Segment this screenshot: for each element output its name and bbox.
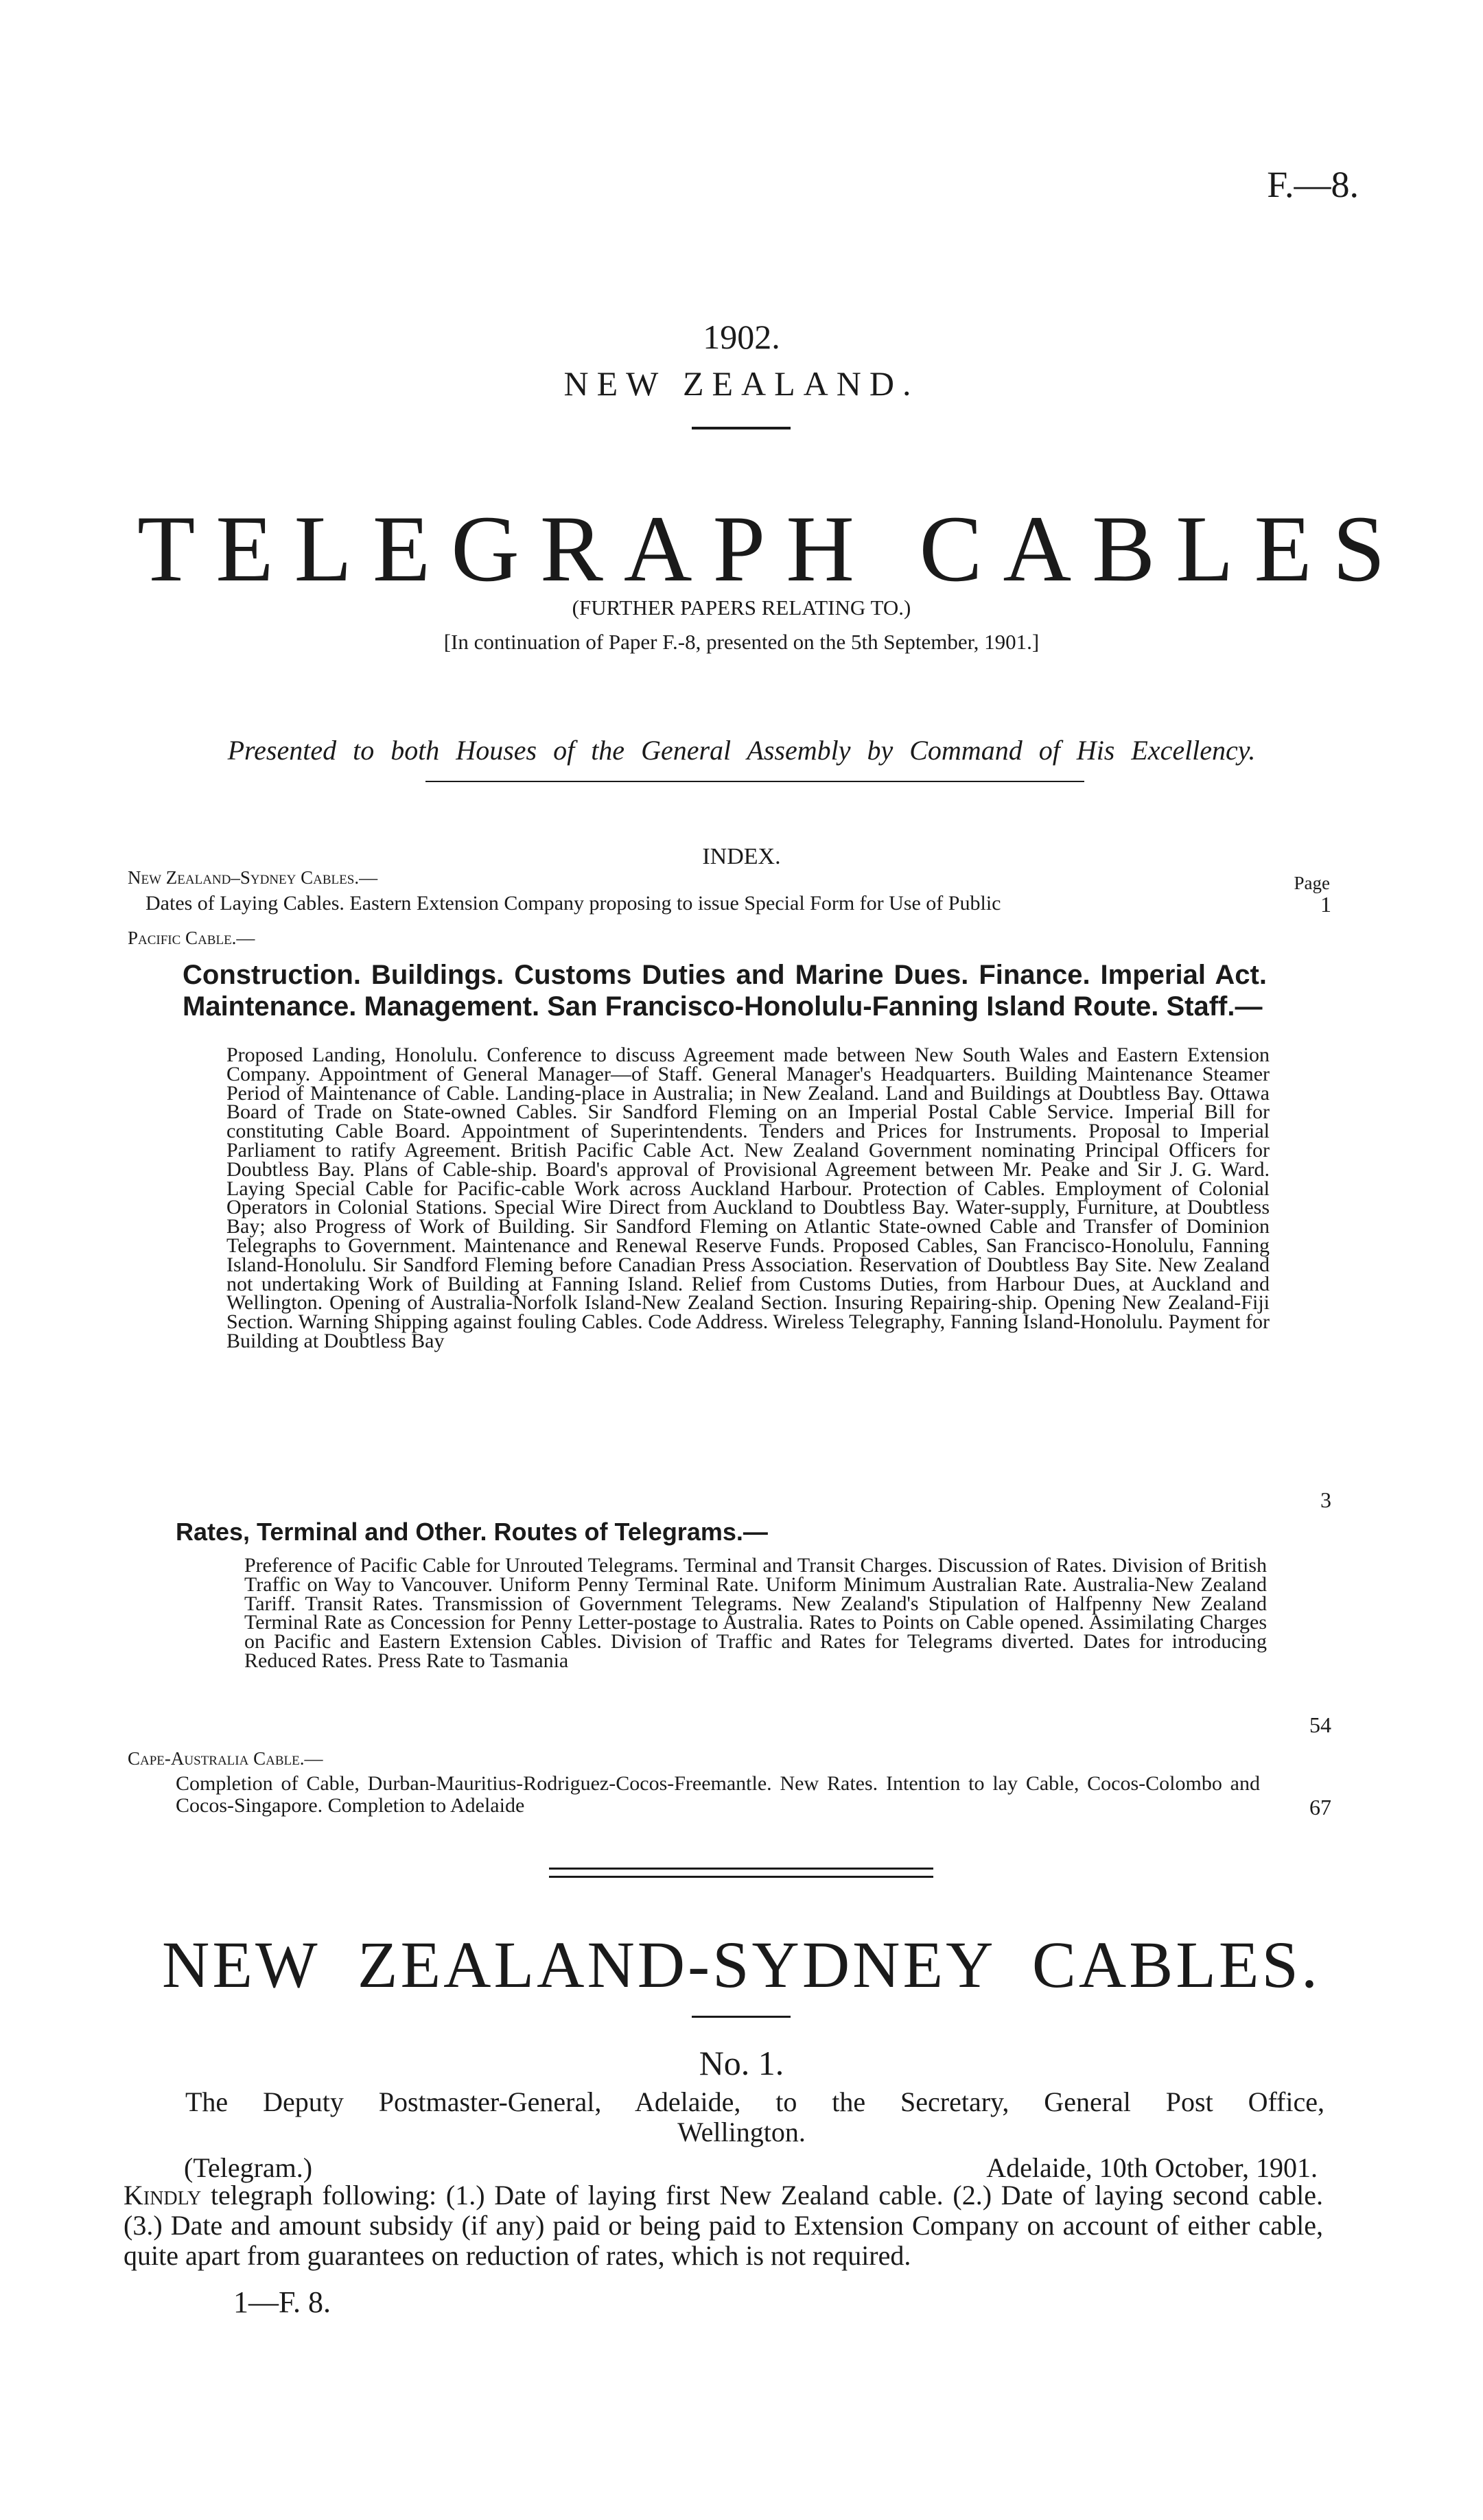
letter-body-text: telegraph following: (1.) Date of laying first New Zealand cable. (2.) Date of laying second cable. (3.) Date and amount subsidy (if any) paid or being paid to Extension Company on account of either cable, quite apart from guarantees on reduction of rates, which is not required. [124, 2180, 1324, 2271]
index-construction-heading: Construction. Buildings. Customs Duties and Marine Dues. Finance. Imperial Act. Maintenance. Management. San Francisco-Honolulu-Fanning Island Route. Staff.— [183, 960, 1267, 1022]
index-cape-page: 67 [1309, 1795, 1331, 1820]
index-construction-page: 3 [1320, 1487, 1331, 1512]
telegram-label: (Telegram.) [184, 2152, 313, 2183]
index-pacific-label: Pacific Cable.— [128, 928, 255, 948]
presented-rule [425, 781, 1084, 782]
page-column-label: Page [1294, 873, 1330, 893]
index-rates-page: 54 [1309, 1712, 1331, 1737]
letter-number: No. 1. [699, 2044, 784, 2082]
section-short-rule [692, 2016, 791, 2018]
index-construction-body: Proposed Landing, Honolulu. Conference to discuss Agreement made between New South Wales and Eastern Extension Company. Appointment of General Manager—of Staff. General Manager's Headquarters. Building Maintenance Steamer Period of Maintenance of Cable. Landing-place in Australia; in New Zealand. Land and Buildings at Doubtless Bay. Ottawa Board of Trade on State-owned Cables. Sir Sandford Fleming on an Imperial Postal Cable Service. Imperial Bill for constituting Cable Board. Appointment of Superintendents. Tenders and Prices for Instruments. Proposal to Imperial Parliament to ratify Agreement. British Pacific Cable Act. New Zealand Government nominating Principal Officers for Doubtless Bay. Plans of Cable-ship. Board's approval of Provisional Agreement between Mr. Peake and Sir J. G. Ward. Laying Special Cable for Pacific-cable Work across Auckland Harbour. Protection of Cables. Employment of Colonial Operators in Colonial Stations. Special Wire Direct from Auckland to Doubtless Bay. Water-supply, Furniture, at Doubtless Bay; also Progress of Work of Building. Sir Sandford Fleming on Atlantic State-owned Cable and Transfer of Dominion Telegraphs to Government. Maintenance and Renewal Reserve Funds. Proposed Cables, San Francisco-Honolulu, Fanning Island-Honolulu. Sir Sandford Fleming before Canadian Press Association. Reservation of Doubtless Bay Site. New Zealand not undertaking Work of Building at Fanning Island. Relief from Customs Duties, from Harbour Dues, at Auckland and Wellington. Opening of Australia-Norfolk Island-New Zealand Section. Insuring Repairing-ship. Opening New Zealand-Fiji Section. Warning Shipping against fouling Cables. Code Address. Wireless Telegraphy, Fanning Island-Honolulu. Payment for Building at Doubtless Bay [226, 1044, 1270, 1352]
section-title: NEW ZEALAND-SYDNEY CABLES. [162, 1928, 1320, 2001]
doc-code: F.—8. [1267, 164, 1359, 205]
letter-body-lead: Kindly [124, 2180, 202, 2211]
letter-date: Adelaide, 10th October, 1901. [986, 2152, 1318, 2183]
index-rates-heading: Rates, Terminal and Other. Routes of Telegrams.— [176, 1518, 768, 1546]
index-rates-body: Preference of Pacific Cable for Unrouted Telegrams. Terminal and Transit Charges. Discussion of Rates. Division of British Traffic on Way to Vancouver. Uniform Penny Terminal Rate. Uniform Minimum Australian Rate. Australia-New Zealand Tariff. Transit Rates. Transmission of Government Telegrams. New Zealand's Stipulation of Halfpenny New Zealand Terminal Rate as Concession for Penny Letter-postage to Australia. Rates to Points on Cable opened. Assimilating Charges on Pacific and Eastern Extension Cables. Division of Traffic and Rates for Telegrams diverted. Dates for introducing Reduced Rates. Press Rate to Tasmania [244, 1554, 1267, 1672]
index-cape-body: Completion of Cable, Durban-Mauritius-Rodriguez-Cocos-Freemantle. New Rates. Intention to lay Cable, Cocos-Colombo and Cocos-Singapore. Completion to Adelaide [176, 1772, 1260, 1817]
year: 1902. [703, 318, 780, 356]
section-double-rule-bottom [549, 1876, 933, 1878]
letter-body [124, 2180, 1323, 2271]
signature-mark: 1—F. 8. [233, 2285, 331, 2319]
subtitle: (FURTHER PAPERS RELATING TO.) [572, 596, 911, 620]
presented-line: Presented to both Houses of the General Assembly by Command of His Excellency. [227, 735, 1256, 766]
letter-from-line [185, 2086, 1324, 2118]
country: NEW ZEALAND. [563, 364, 920, 403]
main-title: TELEGRAPH CABLES [137, 496, 1406, 601]
section-double-rule-top [549, 1868, 933, 1870]
continuation-note: [In continuation of Paper F.-8, presented on the 5th September, 1901.] [443, 630, 1040, 654]
header-short-rule [692, 427, 791, 429]
letter-from-line-2: Wellington. [677, 2117, 806, 2147]
index-cape-label: Cape-Australia Cable.— [128, 1748, 323, 1769]
index-heading: INDEX. [702, 844, 781, 869]
letter-from-text: The Deputy Postmaster-General, Adelaide, to the Secretary, General Post Office, [185, 2086, 1324, 2117]
index-nz-sydney-label: New Zealand–Sydney Cables.— [128, 867, 378, 888]
index-nz-sydney-body: Dates of Laying Cables. Eastern Extension Company proposing to issue Special Form for Use of Public [145, 892, 1001, 915]
index-nz-sydney-page: 1 [1320, 892, 1331, 917]
